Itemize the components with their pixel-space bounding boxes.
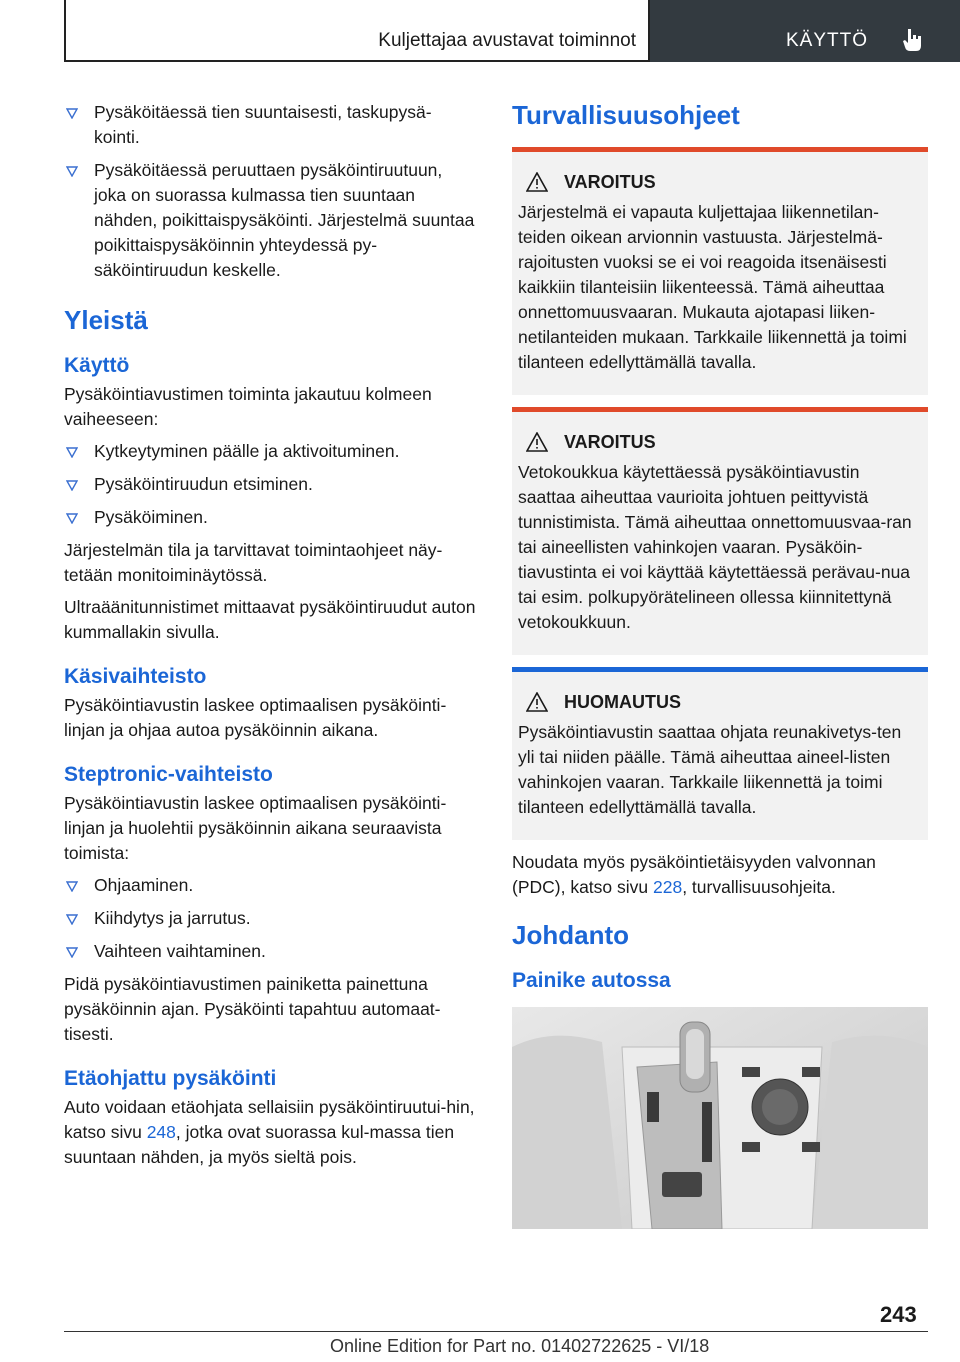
heading-yleista: Yleistä — [64, 305, 148, 335]
list-item — [64, 505, 478, 530]
footer-edition: Online Edition for Part no. 01402722625 - VI/18 — [330, 1336, 710, 1356]
heading-etaohjattu: Etäohjattu pysäköinti — [64, 1067, 277, 1090]
warning-box-2 — [512, 407, 928, 655]
heading-kaytto: Käyttö — [64, 354, 130, 377]
header-chapter-box — [650, 0, 960, 62]
right-column — [512, 100, 928, 1229]
footer-divider — [64, 1331, 928, 1332]
warning-box-1 — [512, 147, 928, 395]
heading-steptronic: Steptronic-vaihteisto — [64, 763, 273, 786]
triangle-bullet-icon — [66, 159, 78, 177]
bullet-text: Pysäköitäessä tien suuntaisesti, taskupysä- kointi. — [94, 102, 432, 147]
header-section-box — [64, 0, 650, 62]
notice-box — [512, 667, 928, 840]
triangle-bullet-icon — [66, 907, 78, 925]
triangle-bullet-icon — [66, 440, 78, 458]
heading-kasivaihteisto: Käsivaihteisto — [64, 665, 207, 688]
notice-title: HUOMAUTUS — [564, 692, 681, 712]
bullet-text: Pysäköiminen. — [94, 507, 208, 527]
header-section-title: Kuljettajaa avustavat toiminnot — [378, 30, 636, 51]
warning-text: Järjestelmä ei vapauta kuljettajaa liikennetilan-teiden oikean arvionnin vastuusta. Järjestelmä-rajoitusten vuoksi se ei voi reagoida itsenäisesti kaikkiin tilanteisiin liikenteessä. Tämä aiheuttaa onnettomuusvaaran. Mukauta ajotapasi liiken-netilanteiden mukaan. Tarkkaile liikennettä ja toimi tilanteen edellyttämällä tavalla. — [518, 202, 907, 372]
warning-triangle-icon — [526, 172, 548, 192]
center-console-photo — [512, 1007, 928, 1229]
page-link-228[interactable]: 228 — [653, 877, 683, 897]
warning-title: VAROITUS — [564, 172, 656, 192]
kasivaihteisto-paragraph: Pysäköintiavustin laskee optimaalisen pysäköinti-linjan ja ohjaa autoa pysäköinnin aikana. — [64, 695, 447, 740]
list-item — [64, 873, 478, 898]
list-item — [64, 472, 478, 497]
steptronic-paragraph-2: Pidä pysäköintiavustimen painiketta painettuna pysäköinnin ajan. Pysäköinti tapahtuu automaat-tisesti. — [64, 974, 441, 1044]
triangle-bullet-icon — [66, 940, 78, 958]
hand-pointer-icon — [900, 26, 926, 52]
left-column — [64, 100, 478, 1177]
list-item — [64, 100, 478, 150]
heading-painike-autossa: Painike autossa — [512, 969, 671, 992]
bullet-text: Pysäköintiruudun etsiminen. — [94, 474, 313, 494]
heading-johdanto: Johdanto — [512, 920, 629, 950]
heading-turvallisuusohjeet: Turvallisuusohjeet — [512, 100, 740, 130]
bullet-text: Ohjaaminen. — [94, 875, 194, 895]
triangle-bullet-icon — [66, 874, 78, 892]
warning-title: VAROITUS — [564, 432, 656, 452]
kaytto-paragraph-1: Järjestelmän tila ja tarvittavat toimintaohjeet näy-tetään monitoiminäytössä. — [64, 540, 443, 585]
warning-text: Vetokoukkua käytettäessä pysäköintiavustin saattaa aiheuttaa vaurioita johtuen peittyvistä tunnistimista. Tämä aiheuttaa onnettomuusvaa-ran tai aineellisten vahinkojen vaaran. Pysäköin-tiavustinta ei voi käyttää käytettäessä perävau-nua tai esim. polkupyörätelineen ollessa kiinnitettynä vetokoukkuun. — [518, 462, 912, 632]
etaohjattu-paragraph: Auto voidaan etäohjata sellaisiin pysäköintiruutui-hin, katso sivu 248, jotka ovat suorassa kul-massa tien suuntaan nähden, ja myös sieltä pois. — [64, 1097, 475, 1167]
warning-triangle-icon — [526, 432, 548, 452]
bullet-text: Pysäköitäessä peruuttaen pysäköintiruutuun, joka on suorassa kulmassa tien suuntaan nähden, poikittaispysäköinti. Järjestelmä suuntaa poikittaispysäköinnin yhteydessä py-säköintiruudun keskelle. — [94, 160, 475, 280]
list-item — [64, 158, 478, 283]
list-item — [64, 939, 478, 964]
header-chapter-title: KÄYTTÖ — [786, 30, 869, 51]
list-item — [64, 439, 478, 464]
warning-triangle-icon — [526, 692, 548, 712]
triangle-bullet-icon — [66, 473, 78, 491]
triangle-bullet-icon — [66, 506, 78, 524]
bullet-text: Vaihteen vaihtaminen. — [94, 941, 266, 961]
kaytto-intro: Pysäköintiavustimen toiminta jakautuu kolmeen vaiheeseen: — [64, 384, 432, 429]
steptronic-paragraph: Pysäköintiavustin laskee optimaalisen pysäköinti-linjan ja huolehtii pysäköinnin aikana seuraavista toimista: — [64, 793, 447, 863]
pdc-paragraph: Noudata myös pysäköintietäisyyden valvonnan (PDC), katso sivu 228, turvallisuusohjeita. — [512, 852, 876, 897]
bullet-text: Kiihdytys ja jarrutus. — [94, 908, 251, 928]
kaytto-paragraph-2: Ultraäänitunnistimet mittaavat pysäköintiruudut auton kummallakin sivulla. — [64, 597, 476, 642]
triangle-bullet-icon — [66, 101, 78, 119]
list-item — [64, 906, 478, 931]
notice-text: Pysäköintiavustin saattaa ohjata reunakivetys-ten yli tai niiden päälle. Tämä aiheuttaa aineel-listen vahinkojen vaaran. Tarkkaile liikennettä ja toimi tilanteen edellyttämällä tavalla. — [518, 722, 902, 817]
page-number: 243 — [880, 1302, 917, 1327]
page-link-248[interactable]: 248 — [146, 1122, 176, 1142]
bullet-text: Kytkeytyminen päälle ja aktivoituminen. — [94, 441, 400, 461]
